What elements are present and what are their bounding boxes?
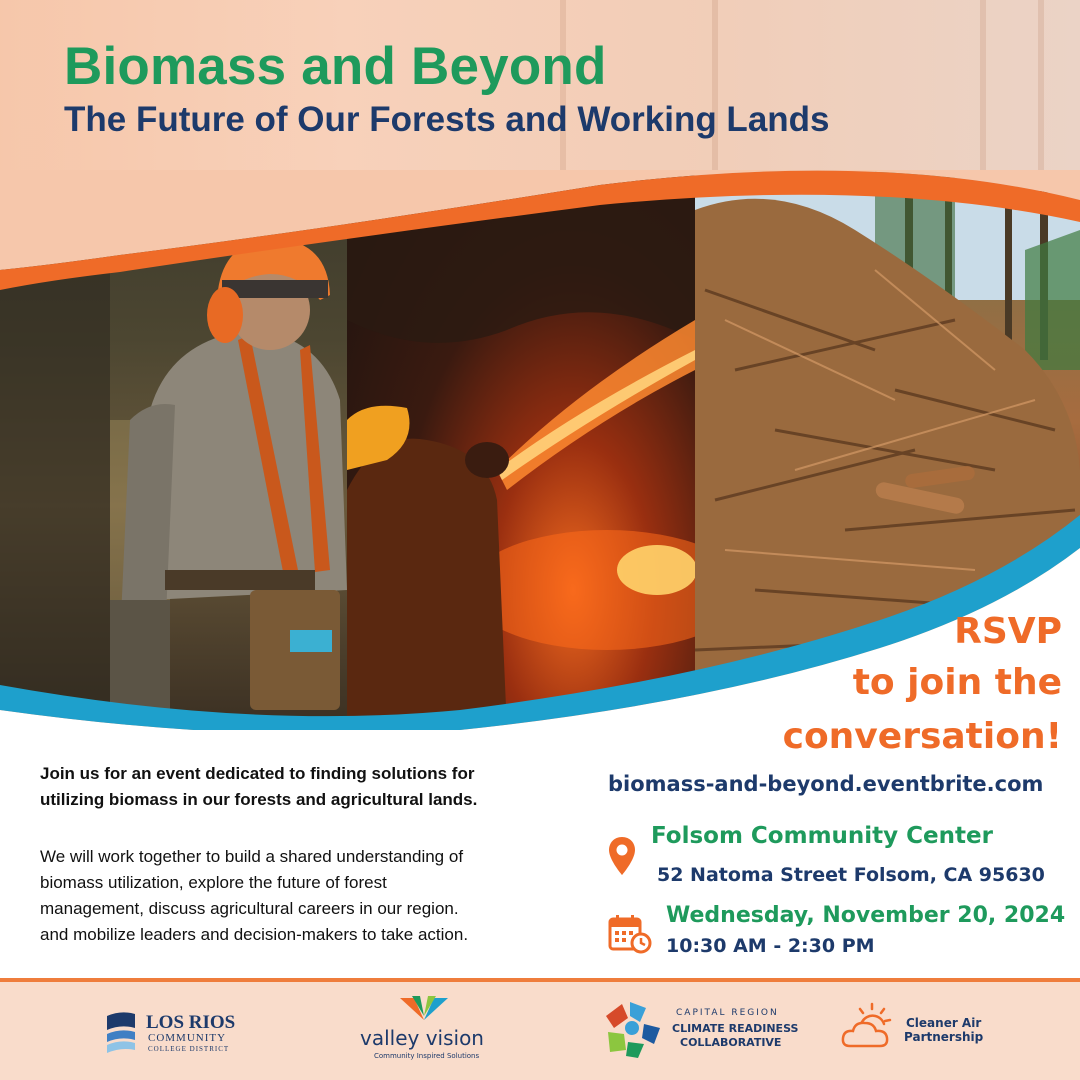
cleaner-air-line: Partnership bbox=[904, 1030, 984, 1044]
rsvp-link[interactable]: biomass-and-beyond.eventbrite.com bbox=[608, 772, 1044, 796]
valley-vision-mark-icon bbox=[398, 994, 450, 1024]
event-subtitle: The Future of Our Forests and Working Lands bbox=[64, 100, 830, 139]
valley-vision-name: valley vision bbox=[360, 1026, 484, 1050]
crc-line: CLIMATE READINESS bbox=[672, 1022, 799, 1035]
venue-address: 52 Natoma Street Folsom, CA 95630 bbox=[657, 864, 1045, 886]
description-line: We will work together to build a shared understanding of bbox=[40, 847, 464, 866]
rsvp-line: conversation! bbox=[782, 716, 1062, 757]
valley-vision-logo bbox=[358, 994, 498, 1066]
climate-collaborative-mark-icon bbox=[600, 998, 664, 1062]
rsvp-line: RSVP bbox=[954, 611, 1062, 652]
los-rios-line: COMMUNITY bbox=[148, 1032, 227, 1044]
description-line: and mobilize leaders and decision-makers to take action. bbox=[40, 925, 469, 944]
venue-name: Folsom Community Center bbox=[651, 823, 993, 849]
rsvp-line: to join the bbox=[852, 662, 1062, 703]
rsvp-callout bbox=[783, 608, 1062, 764]
climate-readiness-logo bbox=[600, 998, 800, 1064]
valley-vision-tagline: Community Inspired Solutions bbox=[374, 1052, 480, 1060]
event-intro bbox=[40, 761, 580, 813]
cleaner-air-line: Cleaner Air bbox=[906, 1016, 982, 1030]
event-date: Wednesday, November 20, 2024 bbox=[666, 903, 1066, 928]
los-rios-line: COLLEGE DISTRICT bbox=[148, 1045, 230, 1053]
intro-line: Join us for an event dedicated to finding solutions for bbox=[40, 764, 475, 783]
los-rios-mark-icon bbox=[106, 1010, 136, 1054]
description-line: biomass utilization, explore the future of forest bbox=[40, 873, 387, 892]
cleaner-air-logo bbox=[840, 1000, 1000, 1056]
los-rios-name: LOS RIOS bbox=[146, 1012, 236, 1033]
event-time: 10:30 AM - 2:30 PM bbox=[666, 935, 875, 957]
sun-cloud-icon bbox=[840, 1000, 896, 1052]
calendar-clock-icon bbox=[608, 914, 652, 954]
description-line: management, discuss agricultural careers in our region. bbox=[40, 899, 459, 918]
event-title: Biomass and Beyond bbox=[64, 37, 607, 96]
map-pin-icon bbox=[607, 836, 637, 876]
crc-line: CAPITAL REGION bbox=[676, 1008, 779, 1018]
intro-line: utilizing biomass in our forests and agricultural lands. bbox=[40, 790, 478, 809]
event-description bbox=[40, 844, 580, 948]
los-rios-logo bbox=[106, 1010, 246, 1058]
crc-line: COLLABORATIVE bbox=[680, 1036, 782, 1049]
